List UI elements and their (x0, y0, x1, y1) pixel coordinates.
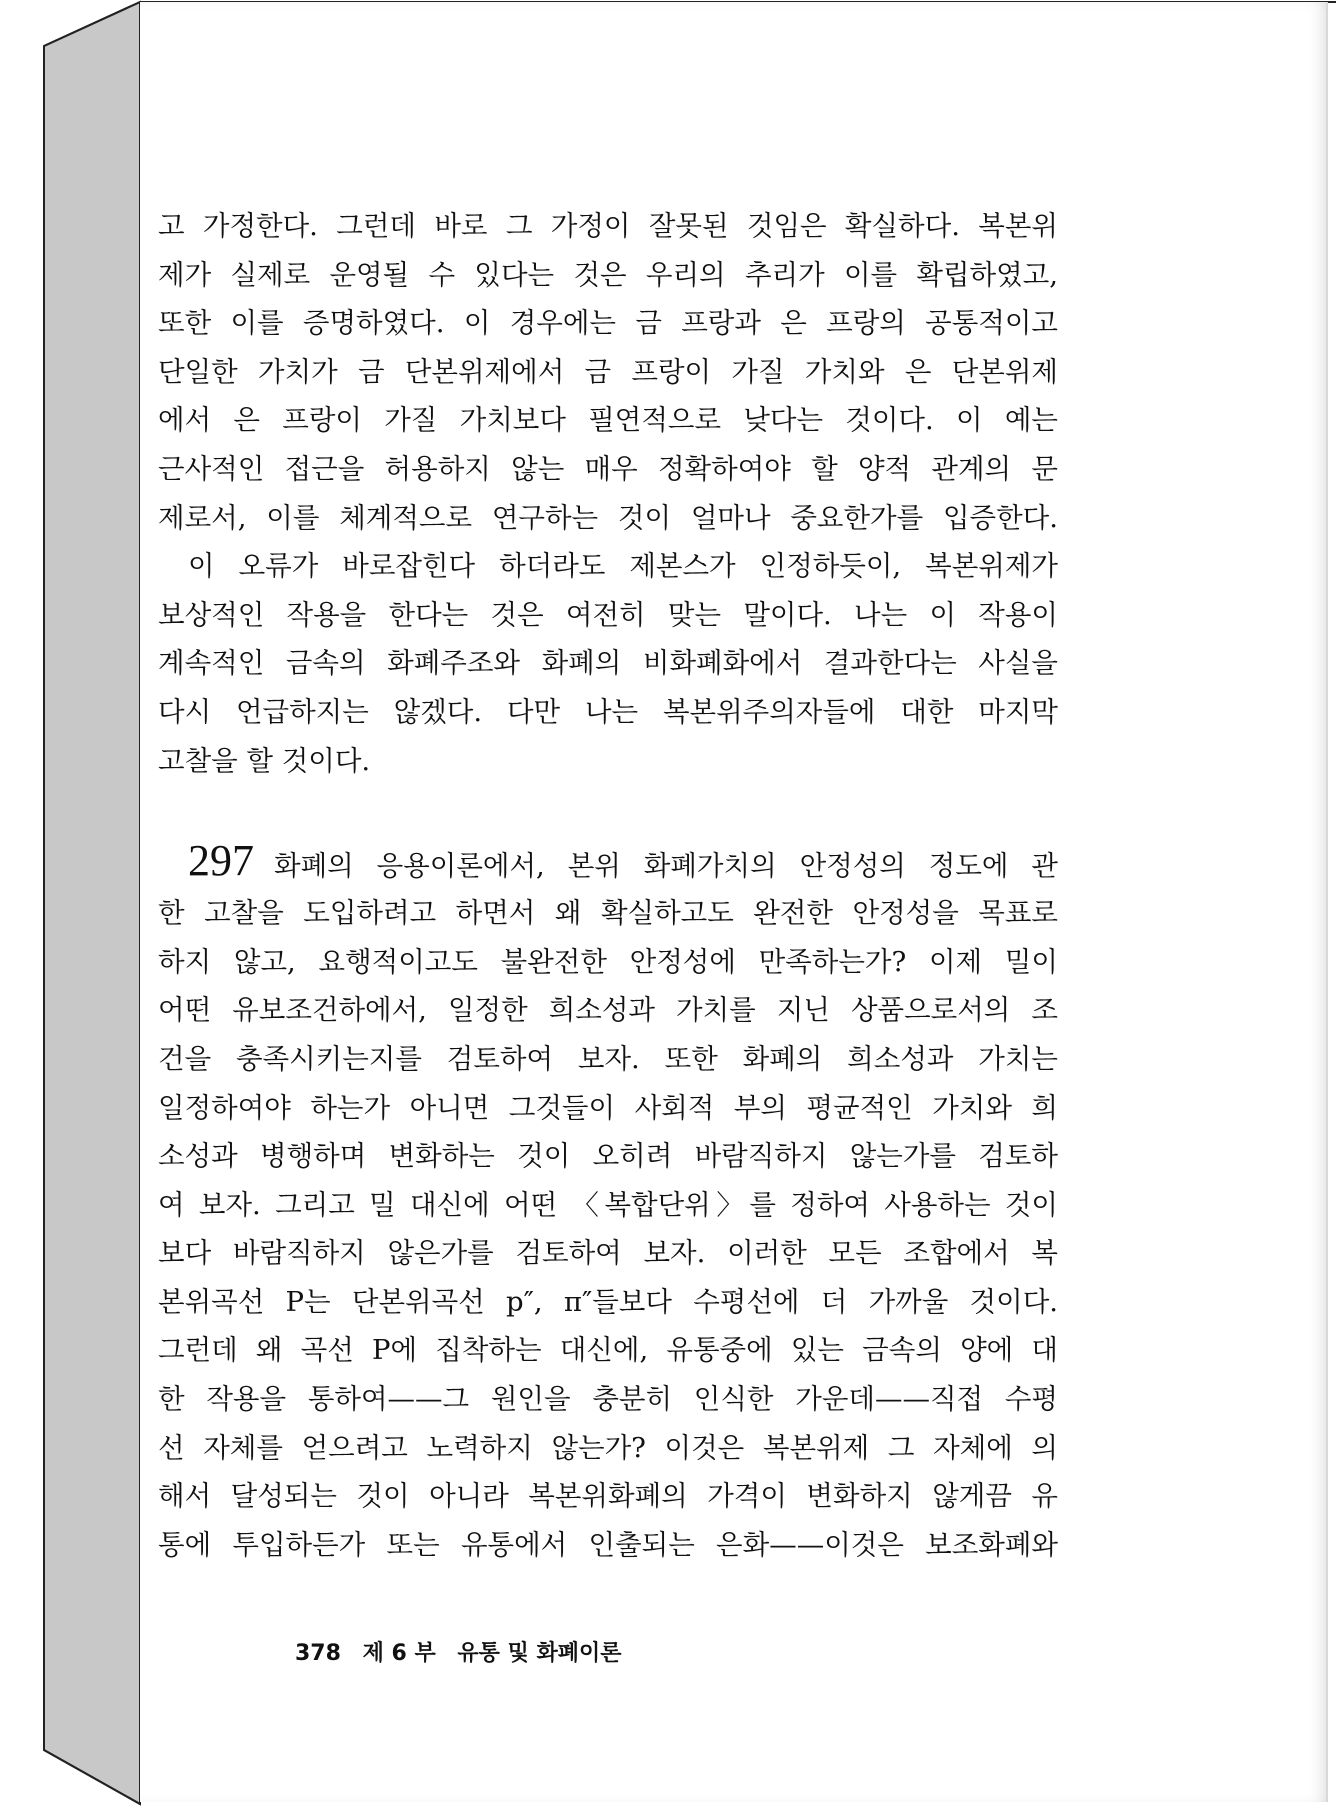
text-line: 한 고찰을 도입하려고 하면서 왜 확실하고도 완전한 안정성을 목표로 (158, 897, 1058, 930)
text-line: 에서 은 프랑이 가질 가치보다 필연적으로 낮다는 것이다. 이 예는 (158, 404, 1058, 437)
text-line: 이 오류가 바로잡힌다 하더라도 제본스가 인정하듯이, 복본위제가 (188, 550, 1058, 583)
page-text (158, 202, 1058, 1569)
text-line: 고 가정한다. 그런데 바로 그 가정이 잘못된 것임은 확실하다. 복본위 (158, 210, 1058, 242)
text-line: 소성과 병행하며 변화하는 것이 오히려 바람직하지 않는가를 검토하 (158, 1140, 1058, 1173)
text-line: 통에 투입하든가 또는 유통에서 인출되는 은화——이것은 보조화폐와 (158, 1528, 1058, 1561)
footer-part-title: 유통 및 화폐이론 (457, 1641, 622, 1666)
text-line: 고찰을 할 것이다. (158, 744, 371, 777)
book-side-face (44, 2, 140, 1804)
text-line: 건을 충족시키는지를 검토하여 보자. 또한 화폐의 희소성과 가치는 (158, 1042, 1058, 1075)
text-line: 다시 언급하지는 않겠다. 다만 나는 복본위주의자들에 대한 마지막 (158, 695, 1058, 728)
text-line: 선 자체를 얻으려고 노력하지 않는가? 이것은 복본위제 그 자체에 의 (158, 1431, 1058, 1464)
text-line: 제가 실제로 운영될 수 있다는 것은 우리의 추리가 이를 확립하였고, (158, 258, 1058, 291)
text-line: 한 작용을 통하여——그 원인을 충분히 인식한 가운데——직접 수평 (158, 1383, 1058, 1416)
text-line: 일정하여야 하는가 아니면 그것들이 사회적 부의 평균적인 가치와 희 (158, 1091, 1058, 1124)
section-gap (158, 785, 1058, 833)
text-line: 계속적인 금속의 화폐주조와 화폐의 비화폐화에서 결과한다는 사실을 (158, 647, 1058, 680)
text-line: 그런데 왜 곡선 P에 집착하는 대신에, 유통중에 있는 금속의 양에 대 (158, 1334, 1058, 1367)
text-line: 근사적인 접근을 허용하지 않는 매우 정확하여야 할 양적 관계의 문 (158, 452, 1058, 485)
text-line: 보다 바람직하지 않은가를 검토하여 보자. 이러한 모든 조합에서 복 (158, 1237, 1058, 1270)
text-line: 제로서, 이를 체계적으로 연구하는 것이 얼마나 중요한가를 입증한다. (158, 501, 1058, 534)
text-line: 보상적인 작용을 한다는 것은 여전히 맞는 말이다. 나는 이 작용이 (158, 598, 1058, 631)
text-line: 또한 이를 증명하였다. 이 경우에는 금 프랑과 은 프랑의 공통적이고 (158, 307, 1058, 340)
text-line: 어떤 유보조건하에서, 일정한 희소성과 가치를 지닌 상품으로서의 조 (158, 994, 1058, 1027)
text-line: 하지 않고, 요행적이고도 불완전한 안정성에 만족하는가? 이제 밀이 (158, 945, 1058, 978)
text-line: 해서 달성되는 것이 아니라 복본위화폐의 가격이 변화하지 않게끔 유 (158, 1480, 1058, 1513)
text-line: 본위곡선 P는 단본위곡선 p″, π″들보다 수평선에 더 가까울 것이다. (158, 1285, 1058, 1318)
section-first-line: 화폐의 응용이론에서, 본위 화폐가치의 안정성의 정도에 관 (274, 850, 1058, 883)
text-line: 단일한 가치가 금 단본위제에서 금 프랑이 가질 가치와 은 단본위제 (158, 355, 1058, 388)
page-number: 378 (295, 1641, 341, 1666)
text-line: 여 보자. 그리고 밀 대신에 어떤 〈복합단위〉를 정하여 사용하는 것이 (158, 1188, 1058, 1221)
section-heading-line (158, 833, 1058, 889)
section-number: 297 (188, 836, 254, 886)
footer-part: 제 6 부 (362, 1641, 436, 1666)
page-footer (295, 1636, 636, 1667)
